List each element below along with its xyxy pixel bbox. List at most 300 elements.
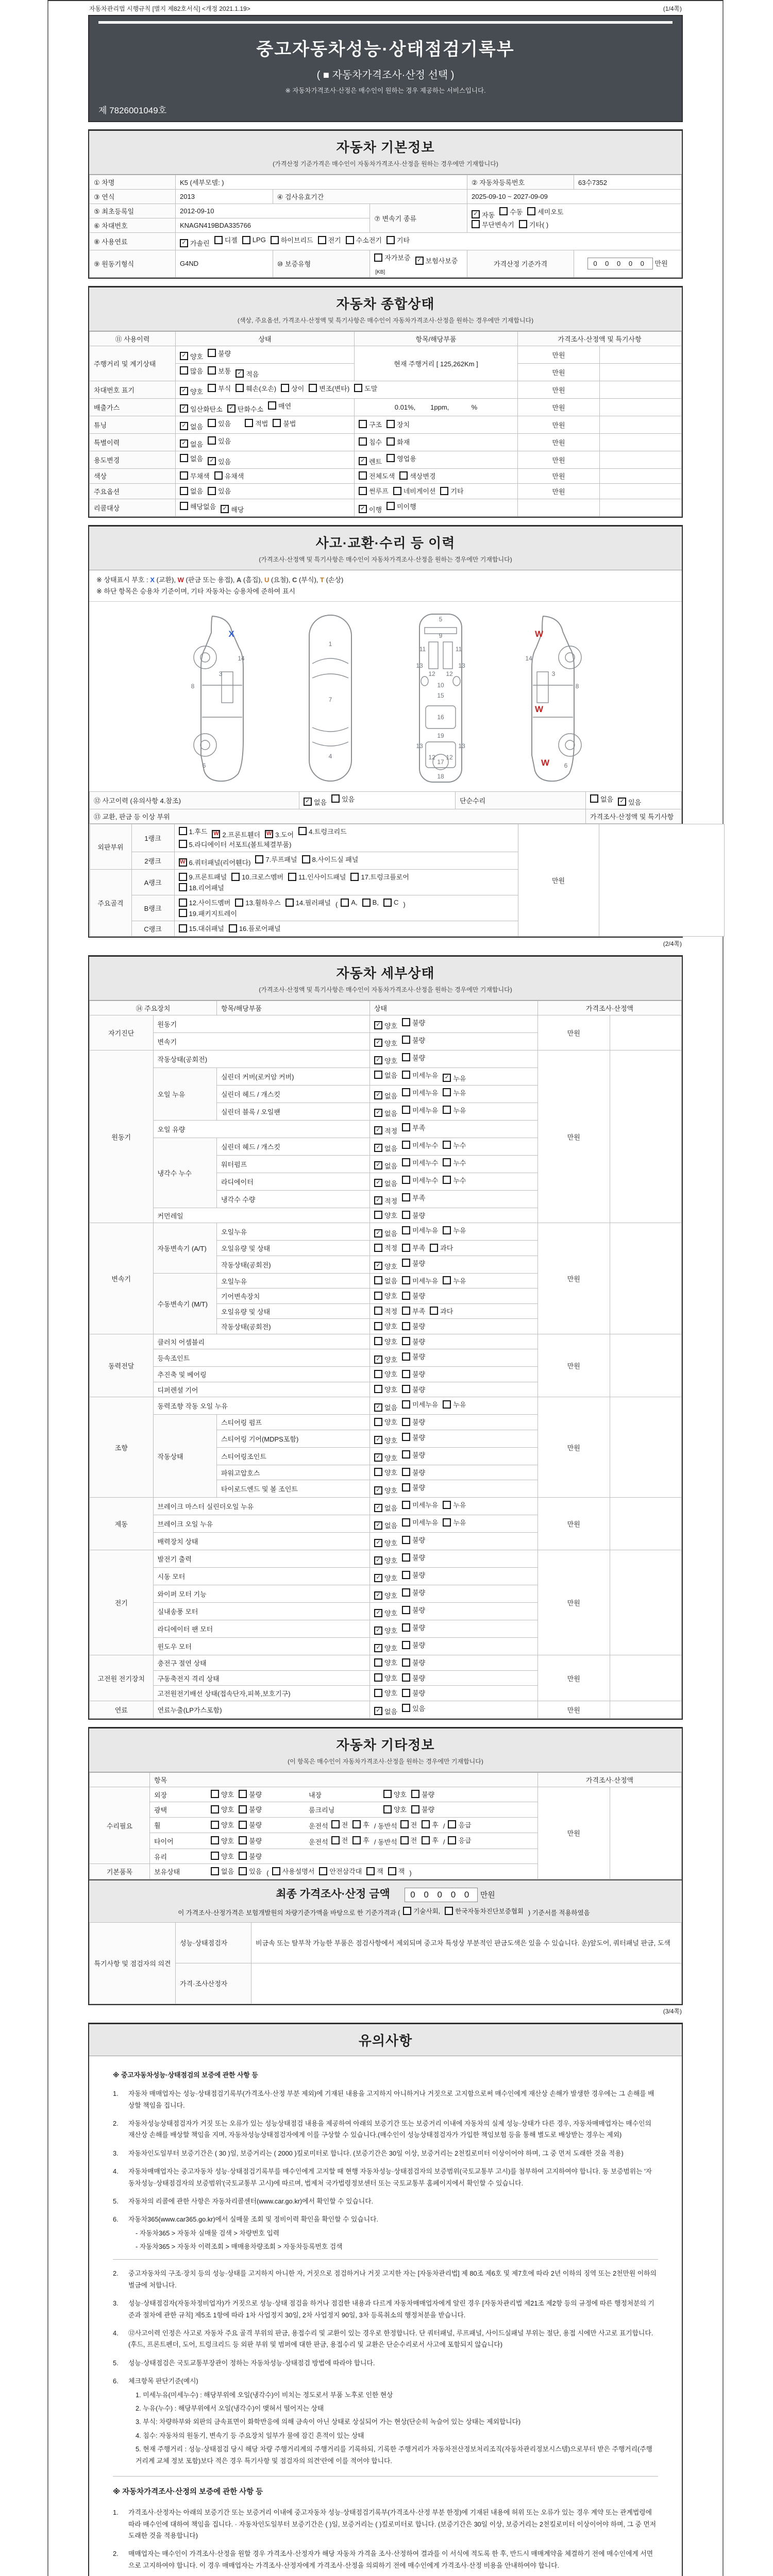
svg-text:13: 13 [416,662,423,669]
checkbox[interactable]: ✓ [180,352,188,360]
checkbox[interactable]: ✓ [180,239,188,247]
checkbox[interactable] [352,1820,361,1828]
repair-row-content [150,1817,538,1833]
checkbox[interactable] [499,207,508,215]
checkbox[interactable] [235,899,243,907]
checkbox[interactable]: ✓ [180,404,188,413]
checkbox[interactable] [402,1370,410,1378]
checkbox[interactable] [359,420,367,428]
checkbox[interactable] [402,1571,410,1579]
section-title: 유의사항 [358,2032,413,2048]
checkbox-option [221,504,244,514]
checkbox[interactable] [383,1805,392,1814]
option-label: 수동 [510,208,523,216]
document-subtitle: ( ■ 자동차가격조사·산정 선택 ) [316,70,455,81]
item-label: 실린더 헤드 / 개스킷 [217,1085,370,1103]
note-cell [600,468,682,484]
checkbox[interactable]: ✓ [374,1403,382,1412]
checkbox[interactable] [374,1244,382,1252]
table-row [90,1334,682,1349]
checkbox[interactable]: ✓ [374,1021,382,1029]
option-label: 양호 [384,1645,398,1653]
checkbox[interactable] [359,487,367,495]
table-header-row [90,809,682,823]
checkbox[interactable] [402,1244,410,1252]
checkbox[interactable] [273,419,281,427]
checkbox[interactable] [402,1501,410,1509]
checkbox[interactable] [359,437,367,446]
checkbox[interactable] [400,1836,409,1844]
option-label: 양호 [384,1385,398,1394]
checkbox[interactable] [402,1553,410,1562]
checkbox[interactable] [179,827,187,835]
checkbox[interactable]: ✓ [443,1074,451,1082]
checkbox[interactable] [443,1400,451,1409]
checkbox-option [245,418,268,428]
option-label: 누유 [453,1089,466,1097]
option-label: 전체도색 [369,472,395,480]
checkbox[interactable] [443,1176,451,1184]
option-label: 누유 [453,1106,466,1114]
checkbox[interactable]: ✓ [374,1574,382,1582]
checkbox[interactable]: ✓ [374,1436,382,1444]
option-label: 후 [432,1837,439,1845]
checkbox[interactable] [239,1836,247,1844]
checkbox[interactable]: ✓ [359,457,367,465]
checkbox[interactable] [402,1468,410,1476]
checkbox[interactable] [239,1821,247,1829]
rank-items [174,921,518,937]
checkbox[interactable]: ✓ [374,1626,382,1635]
checkbox[interactable] [443,1106,451,1114]
checkbox[interactable]: ✓ [374,1504,382,1512]
checkbox[interactable] [374,1337,382,1345]
checkbox[interactable] [374,1211,382,1219]
status-code-letter: C [292,575,297,584]
checkbox[interactable] [590,794,598,803]
checkbox[interactable] [402,1450,410,1459]
table-row [90,484,682,499]
checkbox[interactable] [386,420,395,428]
checkbox[interactable] [402,1176,410,1184]
checkbox[interactable] [402,1071,410,1079]
value-year: 2013 [176,190,273,204]
checkbox[interactable] [214,236,223,244]
checkbox[interactable] [443,1518,451,1527]
checkbox[interactable] [245,419,253,427]
checkbox[interactable]: ✓ [374,1039,382,1047]
checkbox[interactable] [180,487,188,495]
checkbox[interactable]: ✓ [374,1486,382,1495]
checkbox[interactable]: ✓ [374,1556,382,1565]
checkbox-option [341,899,357,907]
checkbox[interactable] [298,827,307,835]
checkbox[interactable] [402,1588,410,1597]
checkbox[interactable] [386,437,395,446]
checkbox[interactable] [374,1071,382,1079]
checkbox[interactable] [366,1867,375,1875]
col-part: 항목/해당부품 [355,331,518,346]
checkbox[interactable] [211,1836,219,1844]
checkbox[interactable] [374,1418,382,1426]
checkbox[interactable]: ✓ [374,1056,382,1064]
checkbox[interactable] [239,1790,247,1798]
option-label: 미세누수 [412,1141,439,1149]
checkbox[interactable] [448,1836,456,1844]
checkbox[interactable]: ✓ [304,798,312,806]
checkbox[interactable] [374,253,382,262]
checkbox[interactable] [402,1018,410,1026]
checkbox[interactable] [402,1433,410,1441]
checkbox[interactable] [211,1805,219,1814]
checkbox[interactable] [229,924,237,933]
checkbox-option [443,1175,466,1185]
checkbox[interactable] [179,840,187,848]
checkbox[interactable] [402,1292,410,1300]
option-label: 1.후드 [189,827,208,836]
checkbox[interactable] [309,384,317,392]
checkbox-option [402,1175,438,1185]
checkbox[interactable] [400,1820,409,1828]
repair-item-options [211,1836,309,1846]
checkbox[interactable]: ✓ [374,1707,382,1715]
checkbox[interactable] [374,1322,382,1330]
checkbox[interactable]: ✓ [374,1109,382,1117]
checkbox[interactable] [208,366,216,375]
checkbox[interactable] [211,1852,219,1860]
checkbox[interactable] [180,366,188,375]
checkbox[interactable] [374,1292,382,1300]
state-cell [176,416,355,433]
checkbox[interactable] [288,873,296,881]
checkbox[interactable] [374,1385,382,1393]
checkbox[interactable] [180,471,188,480]
checkbox[interactable] [331,794,340,803]
option-label: 적법 [255,419,268,428]
checkbox[interactable] [211,1867,219,1875]
checkbox[interactable] [341,899,349,907]
checkbox[interactable]: ✓ [374,1229,382,1238]
checkbox[interactable] [208,436,216,445]
notice-item [113,2118,658,2141]
checkbox[interactable] [180,454,188,462]
checkbox[interactable] [393,487,401,495]
checkbox[interactable] [445,1907,453,1915]
checkbox[interactable] [362,899,371,907]
checkbox[interactable] [179,909,187,917]
checkbox[interactable] [443,1088,451,1096]
checkbox[interactable]: ✓ [208,457,216,465]
checkbox[interactable]: ✓ [374,1644,382,1652]
checkbox[interactable]: ✓ [374,1355,382,1364]
checkbox[interactable] [399,471,408,480]
checkbox[interactable] [318,236,326,244]
checkbox[interactable] [402,1536,410,1544]
rank-items [174,824,518,852]
opinions-table [89,1922,682,2004]
checkbox[interactable] [402,1673,410,1682]
checkbox[interactable] [346,236,354,244]
repair-item-label: 내장 [309,1791,322,1799]
checkbox-option [519,219,548,229]
checkbox[interactable] [402,1658,410,1667]
checkbox[interactable] [386,502,395,510]
checkbox[interactable] [242,236,250,244]
checkbox[interactable] [374,1658,382,1667]
checkbox[interactable] [179,899,187,907]
checkbox[interactable]: ✓ [180,439,188,448]
checkbox[interactable] [472,220,480,228]
checkbox[interactable]: ✓ [374,1179,382,1187]
device-group-label: 자기진단 [90,1015,154,1050]
checkbox[interactable]: ✓ [374,1161,382,1170]
row-label: 주행거리 및 계기상태 [90,346,176,381]
checkbox[interactable] [352,1836,361,1844]
checkbox-option [180,366,203,376]
checkbox[interactable] [519,220,527,228]
label-inspection: ④ 검사유효기간 [273,190,467,204]
checkbox[interactable]: ✓ [359,505,367,513]
price-cell: 만원 [518,433,600,451]
checkbox[interactable] [402,1106,410,1114]
checkbox[interactable] [180,502,188,510]
checkbox[interactable] [402,1352,410,1361]
checkbox[interactable] [255,855,263,863]
checkbox[interactable] [302,855,310,863]
checkbox[interactable] [443,1158,451,1166]
rank-table-holder [90,823,682,937]
checkbox[interactable] [272,1867,280,1875]
option-text: 운전석 [309,1838,328,1846]
checkbox[interactable]: ✓ [374,1091,382,1099]
price-cell: 만원 [518,346,600,363]
checkbox[interactable] [402,1418,410,1426]
checkbox[interactable] [319,1867,327,1875]
checkbox[interactable]: ✓ [618,798,626,806]
checkbox[interactable] [271,236,279,244]
option-label: 양호 [384,1574,398,1583]
checkbox[interactable] [422,1820,430,1828]
checkbox[interactable] [402,1123,410,1131]
checkbox[interactable] [443,1226,451,1234]
checkbox[interactable] [430,1244,438,1252]
checkbox-option [302,854,359,864]
checkbox[interactable] [448,1820,456,1828]
checkbox[interactable]: ✓ [415,257,424,265]
base-price-digits: 0 0 0 0 0 [587,258,653,269]
checkbox[interactable]: ✓ [374,1609,382,1617]
checkbox[interactable] [179,873,187,881]
checkbox-option [208,436,231,446]
checkbox[interactable] [239,1867,247,1875]
option-label: 양호 [384,1689,398,1698]
checkbox[interactable] [374,1468,382,1476]
checkbox[interactable] [208,384,216,392]
option-label: 미세누수 [412,1159,439,1167]
mark-checkbox[interactable]: W [265,830,273,838]
checkbox[interactable] [374,1689,382,1697]
checkbox[interactable] [402,1158,410,1166]
checkbox[interactable]: ✓ [221,505,229,513]
checkbox[interactable] [383,899,392,907]
checkbox[interactable] [411,1790,419,1798]
checkbox[interactable] [402,1259,410,1267]
checkbox[interactable] [208,349,216,357]
warranty-provider: [KB] [375,269,385,275]
checkbox-option [179,872,227,882]
checkbox[interactable] [402,1400,410,1409]
checkbox[interactable] [443,1141,451,1149]
checkbox[interactable] [402,1704,410,1712]
checkbox[interactable] [411,1805,419,1814]
checkbox[interactable] [285,899,294,907]
checkbox[interactable] [374,1307,382,1315]
section-title: 자동차 종합상태 [336,296,435,312]
checkbox[interactable]: ✓ [374,1453,382,1462]
option-label: 미이행 [397,502,416,511]
option-text: ) 기준서를 적용하였음 [528,1909,590,1917]
checkbox[interactable] [402,1518,410,1527]
law-reference: 자동차관리법 시행규칙 [별지 제82호서식] <개정 2021.1.19> [89,5,250,12]
option-label: 매연 [278,402,292,410]
item-label: 실린더 블록 / 오일팬 [217,1103,370,1120]
checkbox[interactable] [231,873,240,881]
state-cell [176,499,355,516]
option-label: 일산화탄소 [190,405,223,413]
checkbox[interactable] [374,1673,382,1682]
option-label: 양호 [384,1057,398,1065]
checkbox[interactable] [350,873,359,881]
checkbox[interactable] [402,1141,410,1149]
checkbox[interactable] [214,471,223,480]
checkbox[interactable] [402,1053,410,1061]
svg-text:12: 12 [428,670,435,677]
checkbox[interactable] [374,1276,382,1284]
checkbox[interactable] [402,1337,410,1345]
checkbox[interactable] [402,1689,410,1697]
checkbox[interactable]: ✓ [236,369,244,378]
checkbox[interactable] [402,1226,410,1234]
checkbox[interactable]: ✓ [180,422,188,430]
checkbox[interactable] [443,1276,451,1284]
option-label: 없음 [314,798,327,806]
checkbox[interactable]: ✓ [374,1591,382,1600]
checkbox[interactable] [402,1307,410,1315]
checkbox-option [440,486,463,496]
checkbox[interactable] [402,1088,410,1096]
option-label: 양호 [384,1674,398,1682]
checkbox[interactable] [386,454,395,462]
checkbox[interactable]: ✓ [374,1144,382,1152]
checkbox[interactable] [281,384,289,392]
checkbox[interactable] [383,1790,392,1798]
fuel-options [176,233,682,250]
device-group-label: 제동 [90,1498,154,1550]
checkbox[interactable] [403,1907,411,1915]
checkbox-option [359,471,395,481]
checkbox-option [265,829,294,839]
checkbox[interactable] [179,883,187,891]
checkbox[interactable] [402,1483,410,1492]
checkbox[interactable] [402,1322,410,1330]
mark-checkbox[interactable]: W [179,858,187,867]
section-other-info [88,1727,683,2005]
appraiser-opinion-text [251,1963,682,2004]
checkbox[interactable] [331,1820,340,1828]
status-code-letter: X [150,575,155,584]
checkbox[interactable] [211,1790,219,1798]
item-label: 변속기 [153,1032,370,1050]
checkbox[interactable] [402,1211,410,1219]
state-cell [370,1603,538,1620]
checkbox[interactable] [211,1821,219,1829]
checkbox[interactable] [208,419,216,427]
svg-text:6: 6 [564,761,568,769]
item-label: 라디에이터 [217,1173,370,1190]
checkbox[interactable]: ✓ [472,210,480,218]
checkbox-option [443,1500,466,1510]
notice-item-text: 매매업자는 매수인이 가격조사·산정을 원할 경우 가격조사·산정자가 해당 자동차 가격을 조사·산정하여 결과를 이 서식에 적도록 한 후, 반드시 매매계약을 체결하기 전에 매수인에게 서면으로 고지하여야 합니다. 이 경우 매매업자는 가격조사·산정자에게 가격조사·산정을 의뢰하기 전에 매수인에게 가격조사·산정 비용을 안내하여야 합니다. [128,2550,653,2569]
mark-checkbox[interactable]: W [212,830,220,838]
checkbox[interactable] [388,1867,396,1875]
checkbox[interactable] [374,1370,382,1378]
checkbox[interactable] [440,487,448,495]
svg-text:8: 8 [575,682,579,690]
gas-values: 0.01%, 1ppm, % [355,398,518,416]
checkbox[interactable] [239,1852,247,1860]
checkbox[interactable] [239,1805,247,1814]
checkbox[interactable] [386,236,395,244]
checkbox[interactable]: ✓ [374,1521,382,1530]
checkbox[interactable] [402,1606,410,1614]
checkbox-option [443,1399,466,1409]
checkbox[interactable] [402,1385,410,1393]
checkbox[interactable] [208,487,216,495]
checkbox[interactable] [402,1276,410,1284]
repair-item-extra [309,1835,476,1846]
checkbox[interactable] [402,1036,410,1044]
table-header-row [90,1001,682,1015]
price-cell: 만원 [518,363,600,381]
checkbox[interactable]: ✓ [374,1126,382,1134]
checkbox[interactable]: ✓ [374,1539,382,1547]
checkbox-option [443,1158,466,1167]
checkbox[interactable] [443,1501,451,1509]
checkbox[interactable] [402,1641,410,1649]
checkbox[interactable] [402,1623,410,1632]
checkbox[interactable]: ✓ [374,1262,382,1270]
item-label: 오일 유량 [153,1120,370,1138]
checkbox[interactable] [402,1193,410,1201]
device-sub-label: 냉각수 누수 [153,1138,217,1208]
checkbox[interactable] [179,924,187,933]
checkbox[interactable]: ✓ [180,387,188,395]
checkbox[interactable] [527,207,535,215]
checkbox[interactable] [430,1307,438,1315]
page-marker-3: (3/4쪽) [663,2007,682,2015]
checkbox[interactable] [331,1836,340,1844]
checkbox[interactable]: ✓ [374,1196,382,1205]
checkbox[interactable] [354,384,362,392]
checkbox[interactable]: ✓ [227,404,236,413]
checkbox[interactable] [268,401,276,410]
checkbox[interactable] [236,384,244,392]
checkbox[interactable] [422,1836,430,1844]
option-label: 양호 [221,1852,234,1860]
checkbox-option [285,897,331,907]
base-price-unit: 만원 [654,260,668,268]
checkbox[interactable] [359,471,367,480]
